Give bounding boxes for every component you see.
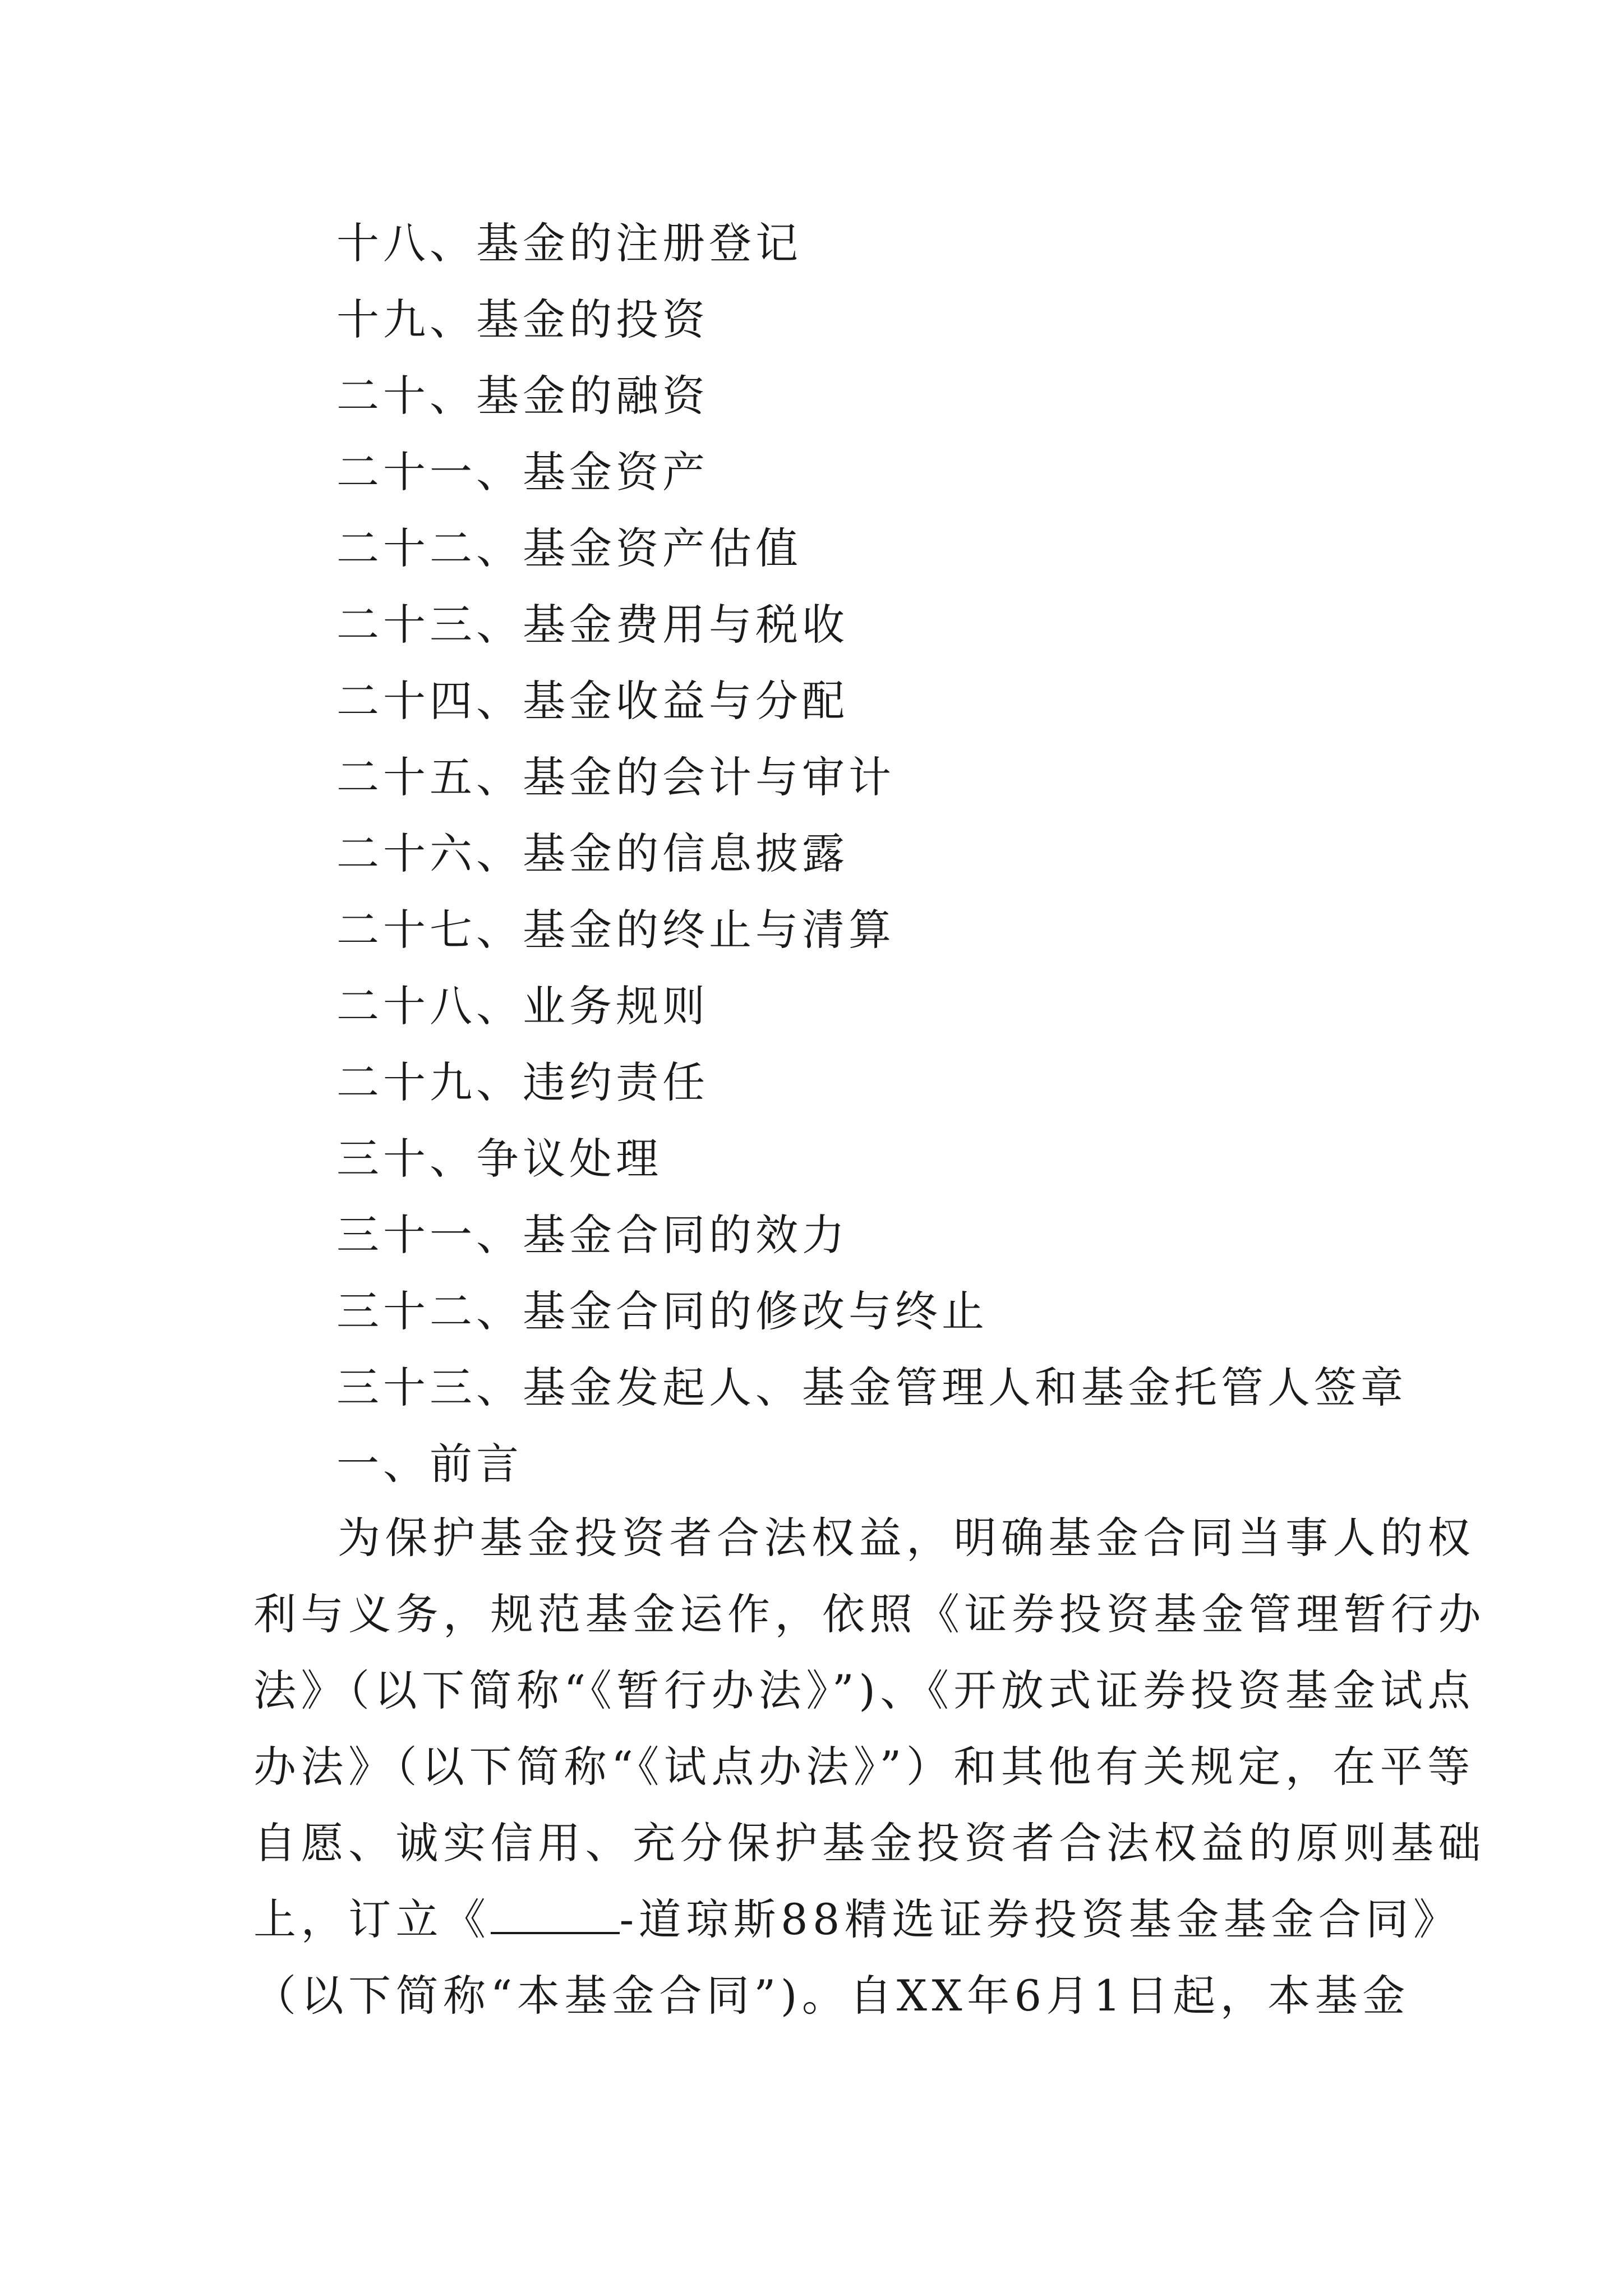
toc-item: 二十九、违约责任 <box>336 1057 709 1107</box>
toc-item: 二十六、基金的信息披露 <box>336 829 849 878</box>
paragraph-line: （以下简称“本基金合同”)。自XX年6月1日起，本基金 <box>253 1971 1410 2021</box>
table-of-contents <box>336 213 1458 1510</box>
toc-item: 三十二、基金合同的修改与终止 <box>336 1286 988 1336</box>
toc-item: 三十三、基金发起人、基金管理人和基金托管人签章 <box>336 1363 1407 1412</box>
toc-item: 二十三、基金费用与税收 <box>336 600 849 650</box>
paragraph-line: 办法》（以下简称“《试点办法》”）和其他有关规定，在平等 <box>253 1742 1475 1792</box>
toc-item: 三十一、基金合同的效力 <box>336 1210 849 1260</box>
toc-item: 二十、基金的融资 <box>336 371 709 421</box>
toc-item: 二十七、基金的终止与清算 <box>336 905 895 955</box>
paragraph-line: 为保护基金投资者合法权益，明确基金合同当事人的权 <box>338 1513 1475 1563</box>
preface-paragraph <box>253 1508 1486 2042</box>
toc-item: 十九、基金的投资 <box>336 295 709 344</box>
toc-item: 十八、基金的注册登记 <box>336 218 802 268</box>
paragraph-line: 法》（以下简称“《暂行办法》”)、《开放式证券投资基金试点 <box>253 1665 1475 1715</box>
toc-item: 二十四、基金收益与分配 <box>336 676 849 726</box>
fill-in-blank <box>491 1893 620 1934</box>
toc-item: 二十八、业务规则 <box>336 981 709 1031</box>
toc-item: 二十二、基金资产估值 <box>336 523 802 573</box>
line-text-after-blank: -道琼斯88精选证券投资基金基金合同》 <box>619 1894 1461 1944</box>
toc-item: 三十、争议处理 <box>336 1134 662 1184</box>
paragraph-line: 利与义务，规范基金运作，依照《证券投资基金管理暂行办 <box>253 1589 1486 1639</box>
paragraph-line: 自愿、诚实信用、充分保护基金投资者合法权益的原则基础 <box>253 1818 1486 1868</box>
paragraph-line <box>253 1889 1461 1966</box>
section-heading-preface: 一、前言 <box>336 1439 523 1489</box>
toc-item: 二十一、基金资产 <box>336 447 709 497</box>
toc-item: 二十五、基金的会计与审计 <box>336 752 895 802</box>
line-text-before-blank: 上，订立《 <box>253 1894 491 1944</box>
